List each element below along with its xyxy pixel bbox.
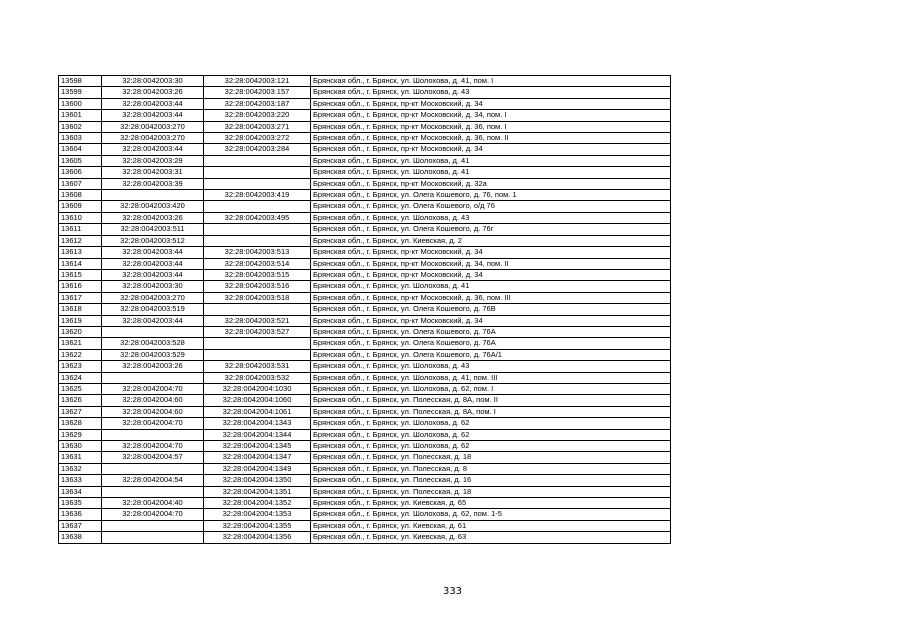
parent-cadastral-number-cell: 32:28:0042004:70 (102, 509, 204, 520)
parent-cadastral-number-cell: 32:28:0042003:420 (102, 201, 204, 212)
cadastral-number-cell: 32:28:0042003:495 (204, 212, 311, 223)
record-number-cell: 13607 (59, 178, 102, 189)
address-cell: Брянская обл., г. Брянск, пр-кт Московский, д. 34 (311, 247, 671, 258)
record-number-cell: 13613 (59, 247, 102, 258)
address-cell: Брянская обл., г. Брянск, ул. Шолохова, д. 41 (311, 281, 671, 292)
record-number-cell: 13608 (59, 190, 102, 201)
record-number-cell: 13619 (59, 315, 102, 326)
cadastral-number-cell: 32:28:0042004:1030 (204, 383, 311, 394)
address-cell: Брянская обл., г. Брянск, пр-кт Московский, д. 34 (311, 98, 671, 109)
parent-cadastral-number-cell: 32:28:0042004:54 (102, 475, 204, 486)
address-cell: Брянская обл., г. Брянск, ул. Шолохова, д. 62 (311, 418, 671, 429)
cadastral-number-cell: 32:28:0042003:521 (204, 315, 311, 326)
address-cell: Брянская обл., г. Брянск, ул. Шолохова, д. 62 (311, 429, 671, 440)
table-row (59, 155, 671, 166)
table-row (59, 87, 671, 98)
address-cell: Брянская обл., г. Брянск, пр-кт Московский, д. 36, пом. II (311, 133, 671, 144)
cadastral-number-cell: 32:28:0042004:1352 (204, 498, 311, 509)
record-number-cell: 13628 (59, 418, 102, 429)
table-row (59, 441, 671, 452)
cadastral-number-cell: 32:28:0042003:531 (204, 361, 311, 372)
table-row (59, 475, 671, 486)
table-row (59, 349, 671, 360)
parent-cadastral-number-cell: 32:28:0042003:44 (102, 110, 204, 121)
record-number-cell: 13623 (59, 361, 102, 372)
parent-cadastral-number-cell: 32:28:0042004:70 (102, 441, 204, 452)
parent-cadastral-number-cell: 32:28:0042003:39 (102, 178, 204, 189)
address-cell: Брянская обл., г. Брянск, ул. Олега Кошевого, д. 76г (311, 224, 671, 235)
cadastral-number-cell: 32:28:0042003:419 (204, 190, 311, 201)
cadastral-number-cell: 32:28:0042004:1349 (204, 463, 311, 474)
parent-cadastral-number-cell: 32:28:0042004:70 (102, 418, 204, 429)
record-number-cell: 13634 (59, 486, 102, 497)
address-cell: Брянская обл., г. Брянск, пр-кт Московский, д. 36, пом. I (311, 121, 671, 132)
cadastral-number-cell: 32:28:0042004:1353 (204, 509, 311, 520)
parent-cadastral-number-cell: 32:28:0042003:44 (102, 269, 204, 280)
cadastral-number-cell: 32:28:0042003:516 (204, 281, 311, 292)
table-row (59, 395, 671, 406)
address-cell: Брянская обл., г. Брянск, ул. Шолохова, д. 62, пом. I (311, 383, 671, 394)
cadastral-number-cell: 32:28:0042003:121 (204, 76, 311, 87)
parent-cadastral-number-cell: 32:28:0042003:44 (102, 144, 204, 155)
record-number-cell: 13615 (59, 269, 102, 280)
parent-cadastral-number-cell: 32:28:0042003:26 (102, 212, 204, 223)
parent-cadastral-number-cell (102, 463, 204, 474)
cadastral-number-cell: 32:28:0042003:220 (204, 110, 311, 121)
record-number-cell: 13626 (59, 395, 102, 406)
cadastral-number-cell: 32:28:0042004:1355 (204, 520, 311, 531)
parent-cadastral-number-cell: 32:28:0042004:60 (102, 395, 204, 406)
table-row (59, 224, 671, 235)
parent-cadastral-number-cell: 32:28:0042003:512 (102, 235, 204, 246)
page-number: 333 (442, 586, 463, 597)
table-row (59, 498, 671, 509)
address-cell: Брянская обл., г. Брянск, ул. Шолохова, д. 43 (311, 361, 671, 372)
parent-cadastral-number-cell (102, 190, 204, 201)
parent-cadastral-number-cell: 32:28:0042003:270 (102, 133, 204, 144)
address-cell: Брянская обл., г. Брянск, ул. Киевская, д. 65 (311, 498, 671, 509)
table-row (59, 190, 671, 201)
table-row (59, 383, 671, 394)
table-row (59, 486, 671, 497)
parent-cadastral-number-cell: 32:28:0042003:29 (102, 155, 204, 166)
cadastral-number-cell: 32:28:0042004:1060 (204, 395, 311, 406)
address-cell: Брянская обл., г. Брянск, пр-кт Московский, д. 36, пом. III (311, 292, 671, 303)
table-row (59, 281, 671, 292)
address-cell: Брянская обл., г. Брянск, ул. Полесская, д. 8А, пом. I (311, 406, 671, 417)
address-cell: Брянская обл., г. Брянск, ул. Киевская, д. 2 (311, 235, 671, 246)
parent-cadastral-number-cell (102, 520, 204, 531)
parent-cadastral-number-cell: 32:28:0042003:511 (102, 224, 204, 235)
parent-cadastral-number-cell: 32:28:0042003:44 (102, 98, 204, 109)
cadastral-number-cell: 32:28:0042004:1356 (204, 532, 311, 543)
address-cell: Брянская обл., г. Брянск, пр-кт Московский, д. 32а (311, 178, 671, 189)
table-row (59, 247, 671, 258)
address-cell: Брянская обл., г. Брянск, ул. Киевская, д. 63 (311, 532, 671, 543)
table-body (59, 76, 671, 544)
parent-cadastral-number-cell: 32:28:0042004:40 (102, 498, 204, 509)
cadastral-number-cell (204, 235, 311, 246)
record-number-cell: 13603 (59, 133, 102, 144)
cadastral-number-cell (204, 167, 311, 178)
address-cell: Брянская обл., г. Брянск, ул. Шолохова, д. 41 (311, 167, 671, 178)
parent-cadastral-number-cell: 32:28:0042004:60 (102, 406, 204, 417)
table-row (59, 110, 671, 121)
address-cell: Брянская обл., г. Брянск, ул. Олега Кошевого, д. 76, пом. 1 (311, 190, 671, 201)
address-cell: Брянская обл., г. Брянск, ул. Полесская, д. 18 (311, 452, 671, 463)
record-number-cell: 13624 (59, 372, 102, 383)
address-cell: Брянская обл., г. Брянск, ул. Олега Кошевого, д. 76А (311, 326, 671, 337)
address-cell: Брянская обл., г. Брянск, пр-кт Московский, д. 34, пом. II (311, 258, 671, 269)
table-row (59, 133, 671, 144)
parent-cadastral-number-cell: 32:28:0042004:57 (102, 452, 204, 463)
record-number-cell: 13620 (59, 326, 102, 337)
record-number-cell: 13598 (59, 76, 102, 87)
table-row (59, 304, 671, 315)
table-row (59, 315, 671, 326)
address-cell: Брянская обл., г. Брянск, ул. Олега Кошевого, д. 76В (311, 304, 671, 315)
parent-cadastral-number-cell: 32:28:0042003:30 (102, 281, 204, 292)
parent-cadastral-number-cell: 32:28:0042003:529 (102, 349, 204, 360)
table-row (59, 292, 671, 303)
cadastral-number-cell: 32:28:0042004:1345 (204, 441, 311, 452)
table-row (59, 452, 671, 463)
address-cell: Брянская обл., г. Брянск, пр-кт Московский, д. 34 (311, 269, 671, 280)
table-row (59, 463, 671, 474)
cadastral-number-cell: 32:28:0042003:514 (204, 258, 311, 269)
cadastral-number-cell: 32:28:0042003:513 (204, 247, 311, 258)
address-cell: Брянская обл., г. Брянск, ул. Шолохова, д. 41, пом. III (311, 372, 671, 383)
parent-cadastral-number-cell: 32:28:0042003:30 (102, 76, 204, 87)
record-number-cell: 13614 (59, 258, 102, 269)
cadastral-number-cell: 32:28:0042003:187 (204, 98, 311, 109)
record-number-cell: 13617 (59, 292, 102, 303)
table-row (59, 121, 671, 132)
parent-cadastral-number-cell (102, 532, 204, 543)
address-cell: Брянская обл., г. Брянск, ул. Олега Кошевого, о/д 76 (311, 201, 671, 212)
record-number-cell: 13611 (59, 224, 102, 235)
address-cell: Брянская обл., г. Брянск, ул. Полесская, д. 8А, пом. II (311, 395, 671, 406)
table-row (59, 258, 671, 269)
parent-cadastral-number-cell: 32:28:0042003:270 (102, 292, 204, 303)
table-row (59, 429, 671, 440)
cadastral-number-cell: 32:28:0042003:527 (204, 326, 311, 337)
table-row (59, 326, 671, 337)
cadastral-number-cell (204, 224, 311, 235)
cadastral-number-cell: 32:28:0042004:1347 (204, 452, 311, 463)
record-number-cell: 13599 (59, 87, 102, 98)
record-number-cell: 13602 (59, 121, 102, 132)
record-number-cell: 13621 (59, 338, 102, 349)
parent-cadastral-number-cell: 32:28:0042003:519 (102, 304, 204, 315)
cadastral-number-cell (204, 304, 311, 315)
address-cell: Брянская обл., г. Брянск, ул. Шолохова, д. 43 (311, 212, 671, 223)
record-number-cell: 13605 (59, 155, 102, 166)
address-cell: Брянская обл., г. Брянск, ул. Шолохова, д. 62, пом. 1-5 (311, 509, 671, 520)
record-number-cell: 13638 (59, 532, 102, 543)
record-number-cell: 13636 (59, 509, 102, 520)
record-number-cell: 13625 (59, 383, 102, 394)
parent-cadastral-number-cell: 32:28:0042003:270 (102, 121, 204, 132)
parent-cadastral-number-cell: 32:28:0042003:26 (102, 361, 204, 372)
parent-cadastral-number-cell (102, 486, 204, 497)
table-row (59, 269, 671, 280)
record-number-cell: 13618 (59, 304, 102, 315)
address-cell: Брянская обл., г. Брянск, ул. Олега Кошевого, д. 76А/1 (311, 349, 671, 360)
record-number-cell: 13630 (59, 441, 102, 452)
table-row (59, 361, 671, 372)
table-row (59, 372, 671, 383)
cadastral-number-cell: 32:28:0042003:284 (204, 144, 311, 155)
table-row (59, 201, 671, 212)
record-number-cell: 13606 (59, 167, 102, 178)
parent-cadastral-number-cell: 32:28:0042003:31 (102, 167, 204, 178)
cadastral-number-cell: 32:28:0042003:157 (204, 87, 311, 98)
record-number-cell: 13616 (59, 281, 102, 292)
record-number-cell: 13600 (59, 98, 102, 109)
record-number-cell: 13609 (59, 201, 102, 212)
address-cell: Брянская обл., г. Брянск, ул. Полесская, д. 16 (311, 475, 671, 486)
record-number-cell: 13635 (59, 498, 102, 509)
record-number-cell: 13631 (59, 452, 102, 463)
record-number-cell: 13637 (59, 520, 102, 531)
record-number-cell: 13629 (59, 429, 102, 440)
cadastral-number-cell (204, 338, 311, 349)
table-row (59, 406, 671, 417)
cadastral-number-cell: 32:28:0042004:1344 (204, 429, 311, 440)
address-cell: Брянская обл., г. Брянск, ул. Шолохова, д. 41 (311, 155, 671, 166)
parent-cadastral-number-cell (102, 326, 204, 337)
record-number-cell: 13633 (59, 475, 102, 486)
table-row (59, 212, 671, 223)
record-number-cell: 13632 (59, 463, 102, 474)
cadastral-number-cell: 32:28:0042003:272 (204, 133, 311, 144)
parent-cadastral-number-cell: 32:28:0042003:44 (102, 315, 204, 326)
address-cell: Брянская обл., г. Брянск, пр-кт Московский, д. 34 (311, 144, 671, 155)
address-cell: Брянская обл., г. Брянск, ул. Полесская, д. 8 (311, 463, 671, 474)
record-number-cell: 13604 (59, 144, 102, 155)
cadastral-number-cell: 32:28:0042003:271 (204, 121, 311, 132)
address-cell: Брянская обл., г. Брянск, пр-кт Московский, д. 34, пом. I (311, 110, 671, 121)
table-row (59, 167, 671, 178)
table-row (59, 76, 671, 87)
cadastral-table (58, 75, 671, 544)
cadastral-number-cell: 32:28:0042004:1061 (204, 406, 311, 417)
table-row (59, 144, 671, 155)
table-row (59, 509, 671, 520)
cadastral-number-cell (204, 349, 311, 360)
address-cell: Брянская обл., г. Брянск, ул. Киевская, д. 61 (311, 520, 671, 531)
table-row (59, 98, 671, 109)
address-cell: Брянская обл., г. Брянск, ул. Олега Кошевого, д. 76А (311, 338, 671, 349)
parent-cadastral-number-cell: 32:28:0042003:528 (102, 338, 204, 349)
cadastral-number-cell: 32:28:0042004:1350 (204, 475, 311, 486)
record-number-cell: 13612 (59, 235, 102, 246)
table-row (59, 178, 671, 189)
record-number-cell: 13610 (59, 212, 102, 223)
cadastral-number-cell: 32:28:0042004:1351 (204, 486, 311, 497)
table-row (59, 520, 671, 531)
address-cell: Брянская обл., г. Брянск, ул. Шолохова, д. 62 (311, 441, 671, 452)
parent-cadastral-number-cell: 32:28:0042003:26 (102, 87, 204, 98)
parent-cadastral-number-cell (102, 372, 204, 383)
cadastral-number-cell: 32:28:0042004:1343 (204, 418, 311, 429)
parent-cadastral-number-cell: 32:28:0042004:70 (102, 383, 204, 394)
address-cell: Брянская обл., г. Брянск, пр-кт Московский, д. 34 (311, 315, 671, 326)
record-number-cell: 13601 (59, 110, 102, 121)
table-row (59, 532, 671, 543)
address-cell: Брянская обл., г. Брянск, ул. Шолохова, д. 43 (311, 87, 671, 98)
cadastral-number-cell: 32:28:0042003:518 (204, 292, 311, 303)
parent-cadastral-number-cell (102, 429, 204, 440)
table-row (59, 235, 671, 246)
address-cell: Брянская обл., г. Брянск, ул. Шолохова, д. 41, пом. I (311, 76, 671, 87)
record-number-cell: 13622 (59, 349, 102, 360)
cadastral-number-cell: 32:28:0042003:532 (204, 372, 311, 383)
cadastral-number-cell: 32:28:0042003:515 (204, 269, 311, 280)
address-cell: Брянская обл., г. Брянск, ул. Полесская, д. 18 (311, 486, 671, 497)
cadastral-number-cell (204, 155, 311, 166)
table-row (59, 338, 671, 349)
record-number-cell: 13627 (59, 406, 102, 417)
table-row (59, 418, 671, 429)
parent-cadastral-number-cell: 32:28:0042003:44 (102, 258, 204, 269)
cadastral-number-cell (204, 201, 311, 212)
cadastral-number-cell (204, 178, 311, 189)
parent-cadastral-number-cell: 32:28:0042003:44 (102, 247, 204, 258)
